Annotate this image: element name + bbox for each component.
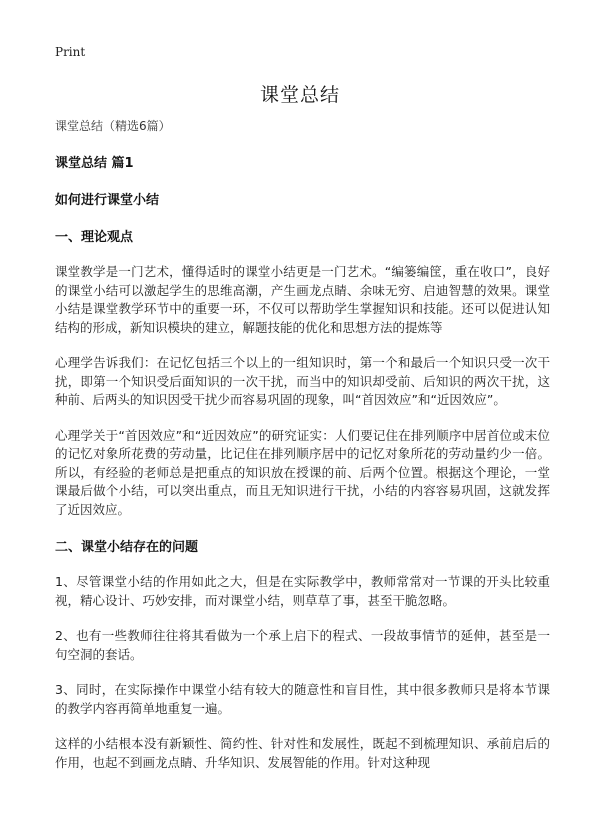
- document-subtitle: 课堂总结（精选6篇）: [55, 119, 171, 133]
- paragraph: 2、也有一些教师往往将其看做为一个承上启下的程式、一段故事情节的延伸，甚至是一句空洞的套话。: [55, 628, 550, 662]
- paragraph: 心理学告诉我们：在记忆包括三个以上的一组知识时，第一个和最后一个知识只受一次干扰，即第一个知识受后面知识的一次干扰，而当中的知识却受前、后知识的两次干扰，这种前、后两头的知识因受干扰少而容易巩固的现象，叫“首因效应”和“近因效应”。: [55, 355, 550, 407]
- print-link[interactable]: Print: [55, 45, 86, 59]
- paragraph: 1、尽管课堂小结的作用如此之大，但是在实际教学中，教师常常对一节课的开头比较重视，精心设计、巧妙安排，而对课堂小结，则草草了事，甚至干脆忽略。: [55, 574, 550, 608]
- section-title: 课堂总结 篇1: [55, 156, 134, 171]
- topic-title: 如何进行课堂小结: [55, 193, 160, 208]
- heading-theory: 一、理论观点: [55, 230, 134, 245]
- paragraph: 3、同时，在实际操作中课堂小结有较大的随意性和盲目性，其中很多教师只是将本节课的教学内容再简单地重复一遍。: [55, 682, 550, 716]
- paragraph: 课堂教学是一门艺术，懂得适时的课堂小结更是一门艺术。“编篓编筐，重在收口”，良好的课堂小结可以激起学生的思维高潮，产生画龙点睛、余味无穷、启迪智慧的效果。课堂小结是课堂教学环节中的重要一环，不仅可以帮助学生掌握知识和技能。还可以促进认知结构的形成，新知识模块的建立，解题技能的优化和思想方法的提炼等: [55, 264, 550, 335]
- paragraph: 这样的小结根本没有新颖性、简约性、针对性和发展性，既起不到梳理知识、承前启后的作用，也起不到画龙点睛、升华知识、发展智能的作用。针对这种现: [55, 736, 550, 770]
- heading-problems: 二、课堂小结存在的问题: [55, 540, 199, 555]
- document-body: [55, 117, 550, 789]
- page-title: 课堂总结: [259, 84, 340, 106]
- paragraph: 心理学关于“首因效应”和“近因效应”的研究证实：人们要记住在排列顺序中居首位或末位的记忆对象所花费的劳动量，比记住在排列顺序居中的记忆对象所花的劳动量约少一倍。所以，有经验的老师总是把重点的知识放在授课的前、后两个位置。根据这个理论，一堂课最后做个小结，可以突出重点，而且无知识进行干扰，小结的内容容易巩固，这就发挥了近因效应。: [55, 427, 550, 517]
